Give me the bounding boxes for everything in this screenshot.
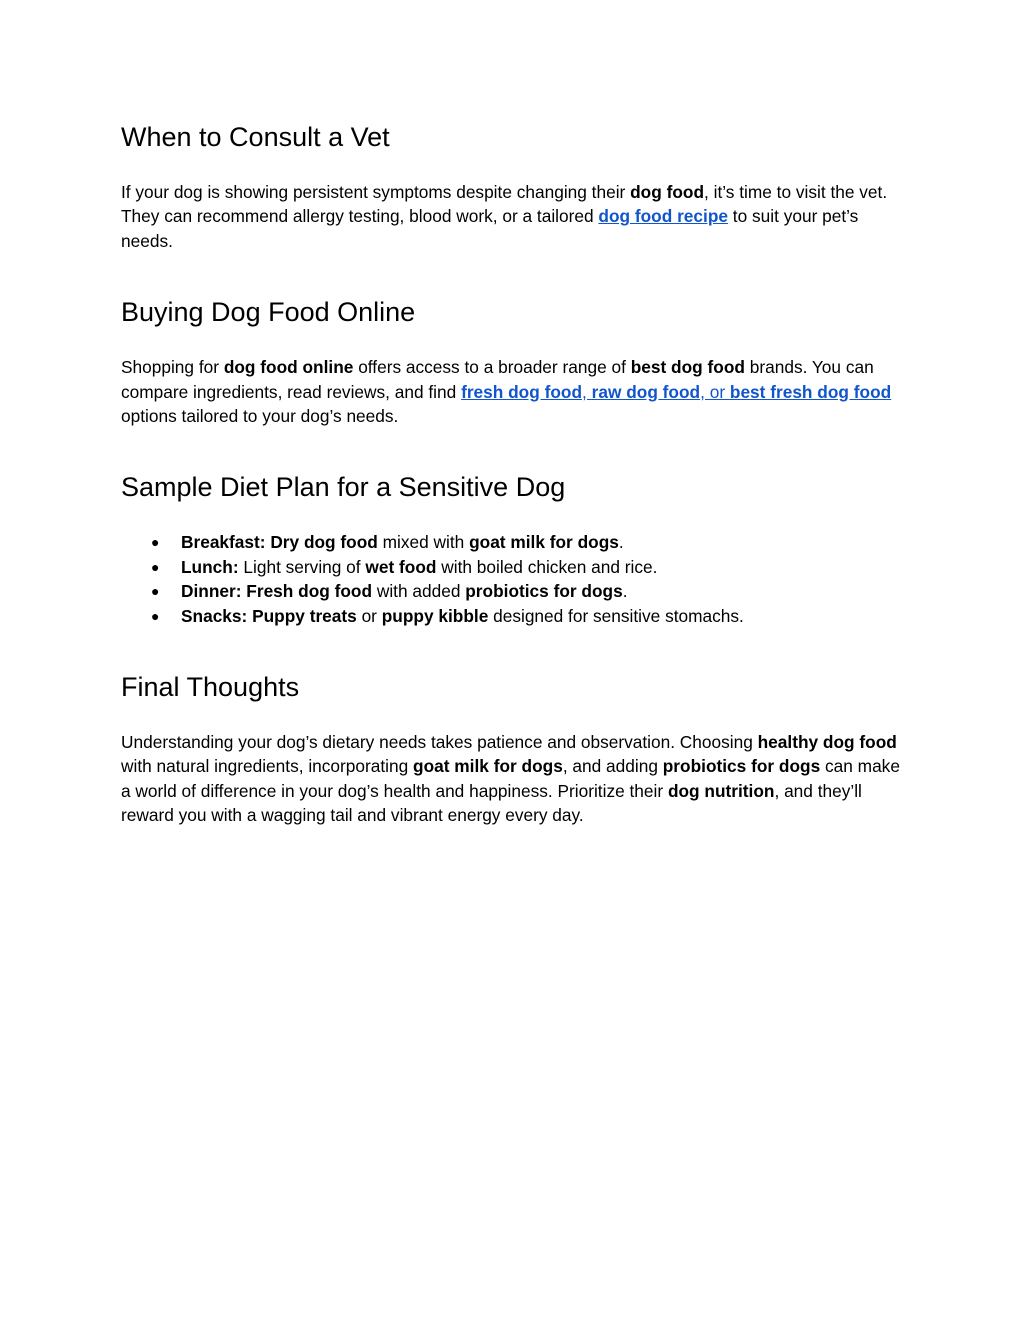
bold-term: probiotics for dogs xyxy=(465,581,623,602)
link-separator[interactable]: , or xyxy=(700,381,730,402)
bold-term: Breakfast: Dry dog food xyxy=(181,532,378,553)
paragraph-consult-vet xyxy=(121,180,903,253)
list-item xyxy=(121,604,903,628)
text: can make a world of difference in your dog’s health and happiness. Prioritize their xyxy=(121,756,900,801)
bold-term: healthy dog food xyxy=(757,732,897,753)
text: brands. You can compare ingredients, read reviews, and find xyxy=(121,357,874,402)
bold-term: probiotics for dogs xyxy=(662,756,821,777)
paragraph-final-thoughts xyxy=(121,730,903,828)
bold-term: dog nutrition xyxy=(667,780,775,801)
bold-term: best dog food xyxy=(630,357,745,378)
text: to suit your pet’s needs. xyxy=(121,206,859,251)
bold-term: puppy kibble xyxy=(381,605,489,626)
paragraph-buying-online xyxy=(121,355,903,428)
text: with natural ingredients, incorporating xyxy=(121,756,414,777)
heading-buying-online: Buying Dog Food Online xyxy=(121,297,416,328)
text: mixed with xyxy=(377,532,470,553)
heading-consult-vet: When to Consult a Vet xyxy=(121,122,390,152)
bold-term: goat milk for dogs xyxy=(469,532,619,553)
text: options tailored to your dog’s needs. xyxy=(121,406,399,427)
bold-term: Lunch: xyxy=(181,556,239,577)
link-best-fresh-dog-food[interactable]: best fresh dog food xyxy=(729,381,892,402)
bold-term: dog food online xyxy=(223,357,354,378)
text: with boiled chicken and rice. xyxy=(436,556,658,577)
bold-term: wet food xyxy=(365,556,437,577)
diet-plan-list xyxy=(121,530,903,628)
text: If your dog is showing persistent symptoms despite changing their xyxy=(121,182,631,202)
link-dog-food-recipe[interactable]: dog food recipe xyxy=(598,206,728,227)
link-fresh-dog-food[interactable]: fresh dog food xyxy=(461,381,583,402)
heading-final-thoughts: Final Thoughts xyxy=(121,672,300,703)
heading-diet-plan: Sample Diet Plan for a Sensitive Dog xyxy=(121,472,566,503)
list-item xyxy=(121,579,903,603)
text: Shopping for xyxy=(121,357,224,378)
text: designed for sensitive stomachs. xyxy=(488,605,744,626)
link-separator[interactable]: , xyxy=(582,381,592,402)
text: . xyxy=(618,532,624,553)
list-item xyxy=(121,530,903,554)
text: , and adding xyxy=(562,756,663,777)
text: , and they’ll reward you with a wagging tail and vibrant energy every day. xyxy=(121,780,862,826)
text: Understanding your dog’s dietary needs takes patience and observation. Choosing xyxy=(121,732,758,753)
bullet-icon: ● xyxy=(151,607,160,624)
bullet-icon: ● xyxy=(151,558,160,575)
text: Light serving of xyxy=(238,556,366,577)
text: or xyxy=(356,605,382,626)
text: . xyxy=(622,581,628,602)
link-raw-dog-food[interactable]: raw dog food xyxy=(591,381,701,402)
text: , it’s time to visit the vet. They can recommend allergy testing, blood work, or a tailored xyxy=(121,182,888,227)
bold-term: Dinner: Fresh dog food xyxy=(181,581,373,602)
bold-term: dog food xyxy=(630,182,705,202)
bullet-icon: ● xyxy=(151,583,160,600)
list-item xyxy=(121,555,903,579)
bold-term: goat milk for dogs xyxy=(413,756,563,777)
text: with added xyxy=(372,581,466,602)
text: offers access to a broader range of xyxy=(353,357,631,378)
bullet-icon: ● xyxy=(151,534,160,551)
bold-term: Snacks: Puppy treats xyxy=(181,605,357,626)
